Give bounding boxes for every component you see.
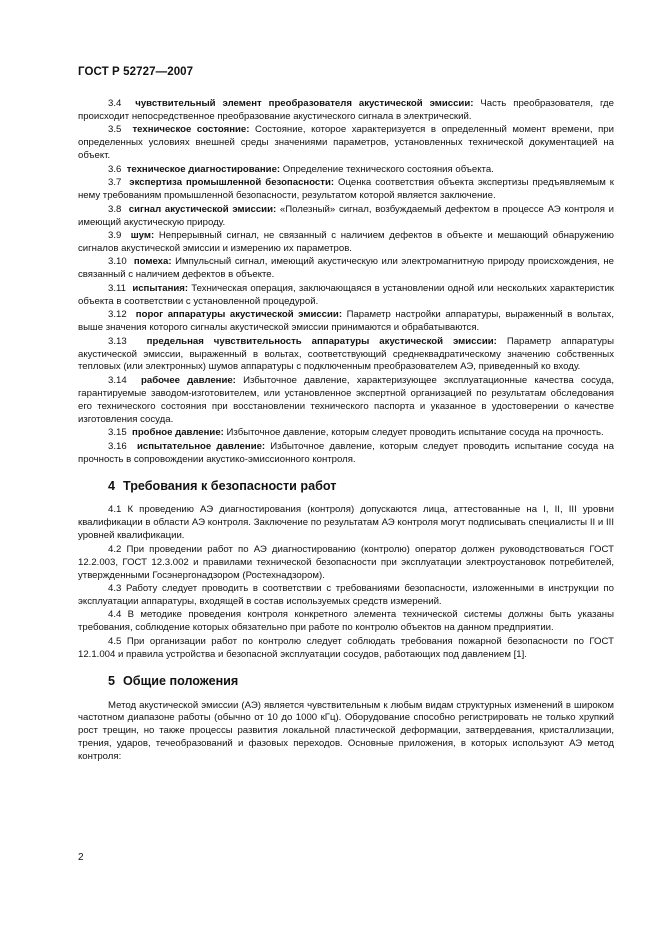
section-4-heading (78, 480, 614, 493)
definition-term: предельная чувствительность аппаратуры акустической эмиссии: (146, 335, 497, 347)
section-5-body (78, 700, 614, 765)
definition-number: 3.7 (108, 177, 122, 189)
page-number: 2 (78, 852, 84, 863)
definition-term: помеха: (133, 256, 172, 268)
definition-text: Избыточное давление, которым следует проводить испытание сосуда на прочность в сопровождении акустико-эмиссионного контроля. (78, 440, 614, 465)
definition-term: экспертиза промышленной безопасности: (129, 177, 335, 189)
definition-number: 3.16 (108, 440, 127, 452)
section-title: Общие положения (123, 673, 239, 688)
definition-text: Импульсный сигнал, имеющий акустическую или электромагнитную природу происхождения, не связанный с наличием дефектов в объекте. (78, 256, 614, 281)
definition-item (78, 283, 614, 309)
definition-item (78, 204, 614, 230)
definition-number: 3.14 (108, 374, 127, 386)
definition-term: техническое диагностирование: (126, 163, 281, 175)
definition-item (78, 375, 614, 427)
definition-item (78, 309, 614, 335)
definition-item (78, 427, 614, 440)
paragraph: 4.1 К проведению АЭ диагностирования (контроля) допускаются лица, аттестованные на I, II, III уровни квалификации в области АЭ контроля. Заключение по результатам АЭ контроля могут подписывать специалисты II и III уровней квалификации. (78, 504, 614, 542)
definition-number: 3.4 (108, 98, 122, 109)
definition-term: чувствительный элемент преобразователя акустической эмиссии: (135, 98, 474, 109)
section-title: Требования к безопасности работ (123, 478, 337, 493)
definition-term: техническое состояние: (132, 124, 250, 136)
definition-number: 3.8 (108, 203, 122, 215)
definition-item (78, 256, 614, 282)
definition-text: «Полезный» сигнал, возбуждаемый дефектом в процессе АЭ контроля и имеющий акустическую природу. (78, 203, 615, 228)
definition-item (78, 336, 614, 375)
definition-number: 3.15 (108, 427, 127, 439)
page-content (78, 98, 614, 764)
definition-number: 3.11 (108, 282, 126, 294)
definition-text: Избыточное давление, характеризующее эксплуатационные качества сосуда, гарантируемые заводом-изготовителем, или установленное экспертной организацией по результатам обследования его технического состояния при восстановлении технического паспорта и указанное в удостоверении о качестве изготовления сосуда. (78, 374, 615, 425)
section-number: 4 (108, 478, 116, 493)
definition-number: 3.10 (108, 256, 127, 268)
definition-term: рабочее давление: (141, 374, 236, 386)
definition-term: сигнал акустической эмиссии: (128, 203, 277, 215)
definition-item (78, 98, 614, 124)
definition-term: испытания: (132, 282, 189, 294)
definition-number: 3.5 (108, 124, 122, 136)
definition-item (78, 124, 614, 163)
definitions-list (78, 98, 614, 467)
section-4-body (78, 504, 614, 661)
definition-item (78, 441, 614, 467)
definition-number: 3.6 (108, 163, 122, 175)
definition-item (78, 164, 614, 177)
definition-term: испытательное давление: (136, 440, 266, 452)
paragraph: Метод акустической эмиссии (АЭ) является чувствительным к любым видам структурных изменений в широком частотном диапазоне работы (обычно от 10 до 1000 кГц). Оборудование способно регистрировать не только хрупкий рост трещин, но также процессы развития локальной пластической деформации, затвердевания, кристаллизации, трения, ударов, течеобразований и фазовых переходов. Основные приложения, в которых используют АЭ метод контроля: (78, 699, 614, 763)
section-5-heading (78, 675, 614, 688)
definition-term: пробное давление: (132, 427, 224, 439)
definition-text: Состояние, которое характеризуется в определенный момент времени, при определенных условиях внешней среды значениями параметров, установленных технической документацией на объект. (78, 124, 614, 162)
paragraph: 4.2 При проведении работ по АЭ диагностированию (контролю) оператор должен руководствоваться ГОСТ 12.2.003, ГОСТ 12.3.002 и правилами технической безопасности при эксплуатации электроустановок потребителей, утвержденными Госэнергонадзором (Ростехнадзором). (78, 543, 614, 581)
definition-number: 3.13 (108, 335, 127, 347)
definition-number: 3.12 (108, 309, 127, 321)
definition-text: Параметр аппаратуры акустической эмиссии, выраженный в вольтах, соответствующий среднеквадратическому значению собственных тепловых (или электронных) шумов аппаратуры с подключенным преобразователем АЭ, приведенный ко входу. (78, 335, 615, 373)
definition-number: 3.9 (108, 230, 122, 242)
definition-item (78, 177, 614, 203)
paragraph: 4.4 В методике проведения контроля конкретного элемента технической системы должны быть указаны требования, соблюдение которых обязательно при работе по контролю объектов на данном предприятии. (78, 609, 614, 634)
definition-item (78, 230, 614, 256)
definition-term: порог аппаратуры акустической эмиссии: (135, 309, 343, 321)
definition-text: Часть преобразователя, где происходит непосредственное преобразование акустического сигнала в электрический. (78, 98, 614, 122)
paragraph: 4.5 При организации работ по контролю следует соблюдать требования пожарной безопасности по ГОСТ 12.1.004 и правила устройства и безопасной эксплуатации сосудов, работающих под давлением [1]. (78, 635, 614, 660)
definition-text: Оценка соответствия объекта экспертизы предъявляемым к нему требованиям промышленной безопасности, результатом которой является заключение. (78, 177, 614, 202)
document-header: ГОСТ Р 52727—2007 (78, 66, 194, 78)
section-number: 5 (108, 673, 116, 688)
definition-term: шум: (130, 230, 155, 242)
definition-text: Определение технического состояния объекта. (282, 163, 494, 175)
definition-text: Избыточное давление, которым следует проводить испытание сосуда на прочность. (226, 427, 604, 439)
definition-text: Техническая операция, заключающаяся в установлении одной или нескольких характеристик объекта в соответствии с установленной процедурой. (78, 282, 615, 307)
definition-text: Непрерывный сигнал, не связанный с наличием дефектов в объекте и мешающий обнаружению сигналов акустической эмиссии и измерению их параметров. (78, 230, 614, 254)
paragraph: 4.3 Работу следует проводить в соответствии с требованиями безопасности, изложенными в инструкции по эксплуатации аппаратуры, входящей в состав используемых средств измерений. (78, 583, 614, 607)
definition-text: Параметр настройки аппаратуры, выраженный в вольтах, выше значения которого сигналы акустической эмиссии принимаются и обрабатываются. (78, 309, 614, 334)
